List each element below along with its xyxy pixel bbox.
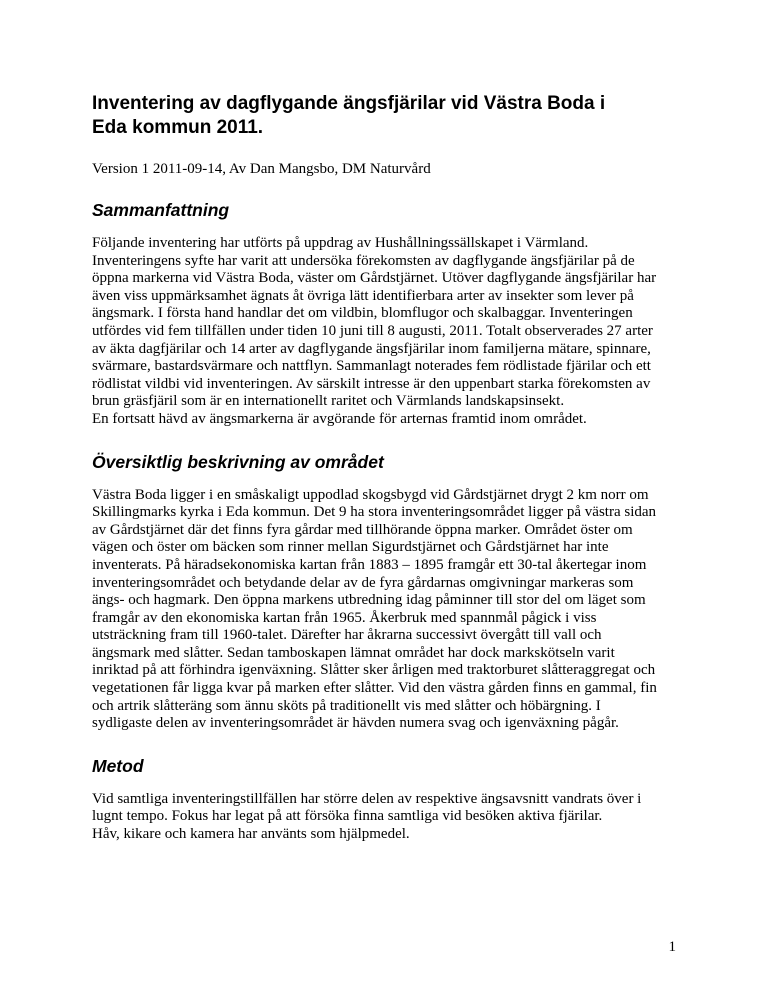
text-line: Västra Boda ligger i en småskaligt uppodlad skogsbygd vid Gårdstjärnet drygt 2 km norr om — [92, 486, 649, 503]
area-description-paragraph — [92, 487, 692, 733]
title-line: Eda kommun 2011. — [92, 117, 264, 138]
title-line: Inventering av dagflygande ängsfjärilar vid Västra Boda i — [92, 93, 606, 114]
text-line: inventeringsområdet och betydande delar av de fyra gårdarnas omgivningar markeras som — [92, 574, 634, 591]
text-line: lugnt tempo. Fokus har legat på att försöka finna samtliga vid besöken aktiva fjärilar. — [92, 808, 603, 825]
text-line: av Gårdstjärnet där det finns fyra gårdar med tillhörande öppna marker. Området öster om — [92, 521, 633, 538]
text-line: utfördes vid fem tillfällen under tiden 10 juni till 8 augusti, 2011. Totalt observerades 27 arter — [92, 322, 653, 339]
text-line: vägen och öster om bäcken som rinner mellan Sigurdstjärnet och Gårdstjärnet har inte — [92, 539, 609, 556]
text-line: ängs- och hagmark. Den öppna markens utbredning idag påminner till stor del om läget som — [92, 592, 646, 609]
method-paragraph — [92, 791, 692, 844]
text-line: inriktad på att förhindra igenväxning. Slåtter sker årligen med traktorburet slåtteraggregat och — [92, 662, 656, 679]
text-line: och artrik slåtteräng som ännu sköts på traditionellt vis med slåtter och höbärgning. I — [92, 697, 601, 714]
text-line: även viss uppmärksamhet ägnats åt övriga lätt identifierbara arter av insekter som lever på — [92, 287, 634, 304]
text-line: Vid samtliga inventeringstillfällen har större delen av respektive ängsavsnitt vandrats över i — [92, 790, 642, 807]
text-line: ängsmark med slåtter. Sedan tamboskapen lämnat området har dock markskötseln varit — [92, 644, 615, 661]
text-line: En fortsatt hävd av ängsmarkerna är avgörande för arternas framtid inom området. — [92, 410, 587, 427]
text-line: ängsmark. I första hand handlar det om vildbin, blomflugor och skalbaggar. Inventeringen — [92, 305, 633, 322]
section-heading-metod: Metod — [92, 755, 144, 776]
text-line: Håv, kikare och kamera har använts som hjälpmedel. — [92, 826, 410, 843]
text-line: svärmare, bastardsvärmare och nattflyn. Sammanlagt noterades fem rödlistade fjärilar och ett — [92, 358, 651, 375]
text-line: Skillingmarks kyrka i Eda kommun. Det 9 ha stora inventeringsområdet ligger på västra sidan — [92, 504, 657, 521]
section-heading-oversiktlig-beskrivning: Översiktlig beskrivning av området — [92, 451, 384, 472]
text-line: brun gräsfjäril som är en internationellt raritet och Värmlands landskapsinsekt. — [92, 393, 565, 410]
text-line: vegetationen får ligga kvar på marken efter slåtter. Vid den västra gården finns en gammal, fin — [92, 680, 657, 697]
text-line: Följande inventering har utförts på uppdrag av Hushållningssällskapet i Värmland. — [92, 235, 589, 251]
text-line: inventerats. På häradsekonomiska kartan från 1883 – 1895 framgår ett 30-tal åkertegar inom — [92, 556, 647, 573]
text-line: av äkta dagfjärilar och 14 arter av dagflygande ängsfjärilar inom familjerna mätare, spinnare, — [92, 340, 651, 357]
text-line: framgår av den ekonomiska kartan från 1965. Åkerbruk med spannmål pågick i viss — [92, 609, 597, 626]
summary-paragraph — [92, 235, 692, 429]
text-line: utsträckning fram till 1960-talet. Därefter har åkrarna successivt övergått till vall och — [92, 627, 602, 644]
document-title — [92, 92, 692, 140]
text-line: rödlistat vildbi vid inventeringen. Av särskilt intresse är den uppenbart starka förekomsten av — [92, 375, 651, 392]
text-line: öppna markerna vid Västra Boda, väster om Gårdstjärnet. Utöver dagflygande ängsfjärilar har — [92, 270, 657, 287]
text-line: Inventeringens syfte har varit att undersöka förekomsten av dagflygande ängsfjärilar på de — [92, 252, 635, 269]
text-line: sydligaste delen av inventeringsområdet är hävden numera svag och igenväxning pågår. — [92, 715, 619, 732]
version-line: Version 1 2011-09-14, Av Dan Mangsbo, DM Naturvård — [92, 161, 431, 177]
section-heading-sammanfattning: Sammanfattning — [92, 200, 230, 220]
document-page — [92, 92, 692, 844]
page-number: 1 — [668, 939, 676, 955]
